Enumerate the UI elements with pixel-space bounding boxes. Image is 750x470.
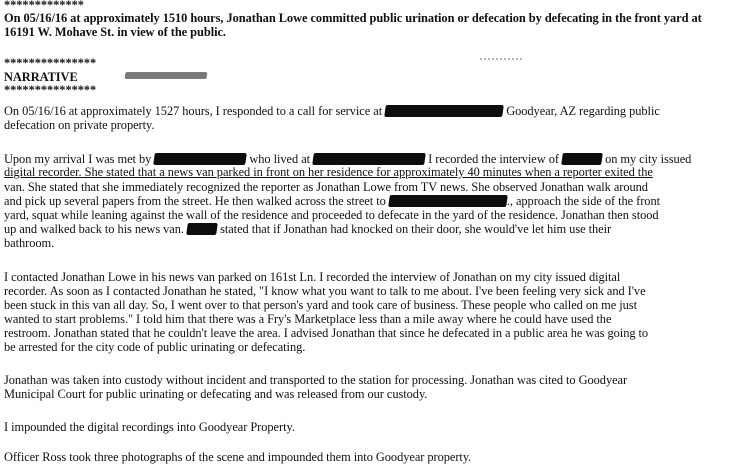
p2-line-2: digital recorder. She stated that a news van parked in front on her residence for approximately 40 minutes when a reporter exited the [4, 165, 653, 179]
redaction-name-2 [561, 153, 603, 165]
p2-line-1 [4, 152, 691, 166]
p3-line-6: be arrested for the city code of public urinating or defecating. [4, 340, 306, 354]
p3-line-5: restroom. Jonathan stated that he couldn't leave the area. I advised Jonathan that since he defecated in a public area he was going to [4, 326, 649, 340]
p1-line-2: defecation on private property. [4, 118, 155, 132]
p2-text-f: ., approach the side of the front [506, 194, 660, 208]
summary-line-2: 16191 W. Mohave St. in view of the public. [4, 25, 226, 39]
redaction-name-1 [153, 153, 247, 165]
redaction-address-3 [388, 195, 508, 207]
p2-text-a: Upon my arrival I was met by [4, 152, 152, 166]
p1-text-b: Goodyear, AZ regarding public [506, 104, 660, 118]
p2-line-5: yard, squat while leaning against the wall of the residence and proceeded to defecate in the yard of the residence. Jonathan then stood [4, 208, 659, 222]
redaction-heading [124, 72, 207, 79]
narrative-heading-text: NARRATIVE [4, 70, 78, 84]
p2-text-h: stated that if Jonathan had knocked on their door, she would've let him use their [220, 222, 612, 236]
p3-line-1: I contacted Jonathan Lowe in his news van parked on 161st Ln. I recorded the interview of Jonathan on my city issued digital [4, 270, 621, 284]
p2-line-6 [4, 222, 611, 236]
narrative-heading [4, 70, 207, 84]
p2-line-3: van. She stated that she immediately recognized the reporter as Jonathan Lowe from TV news. She observed Jonathan walk around [4, 180, 648, 194]
p2-text-c: I recorded the interview of [428, 152, 559, 166]
p2-text-b: who lived at [249, 152, 311, 166]
p2-text-g: up and walked back to his news van. [4, 222, 184, 236]
p3-line-4: wanted to start problems." I told him that there was a Fry's Marketplace less than a mile away where he could have used the [4, 312, 612, 326]
p1-text-a: On 05/16/16 at approximately 1527 hours, I responded to a call for service at [4, 104, 383, 118]
p6-line-1: Officer Ross took three photographs of the scene and impounded them into Goodyear property. [4, 450, 472, 464]
p2-text-e: and pick up several papers from the street. He then walked across the street to [4, 194, 386, 208]
p4-line-1: Jonathan was taken into custody without incident and transported to the station for processing. Jonathan was cited to Goodyear [4, 373, 628, 387]
p4-line-2: Municipal Court for public urinating or defecating and was released from our custody. [4, 387, 428, 401]
stars-above-heading: *************** [4, 56, 97, 70]
p2-line-4 [4, 194, 660, 208]
redaction-address-2 [312, 153, 426, 165]
p5-line-1: I impounded the digital recordings into Goodyear Property. [4, 420, 295, 434]
scan-mark [480, 58, 522, 60]
p1-line-1 [4, 104, 660, 118]
redaction-address-1 [384, 105, 504, 117]
stars-top: ************* [4, 0, 84, 12]
p2-line-7: bathroom. [4, 236, 55, 250]
p2-text-d: on my city issued [605, 152, 692, 166]
stars-below-heading: *************** [4, 83, 97, 97]
p3-line-2: recorder. As soon as I contacted Jonathan he stated, "I know what you want to talk to me about. I've been feeling very sick and I've [4, 284, 646, 298]
summary-line-1: On 05/16/16 at approximately 1510 hours, Jonathan Lowe committed public urination or defecation by defecating in the front yard at [4, 11, 702, 25]
redaction-name-3 [186, 223, 218, 235]
p3-line-3: been stuck in this van all day. So, I went over to that person's yard and took care of business. These people who called on me just [4, 298, 637, 312]
